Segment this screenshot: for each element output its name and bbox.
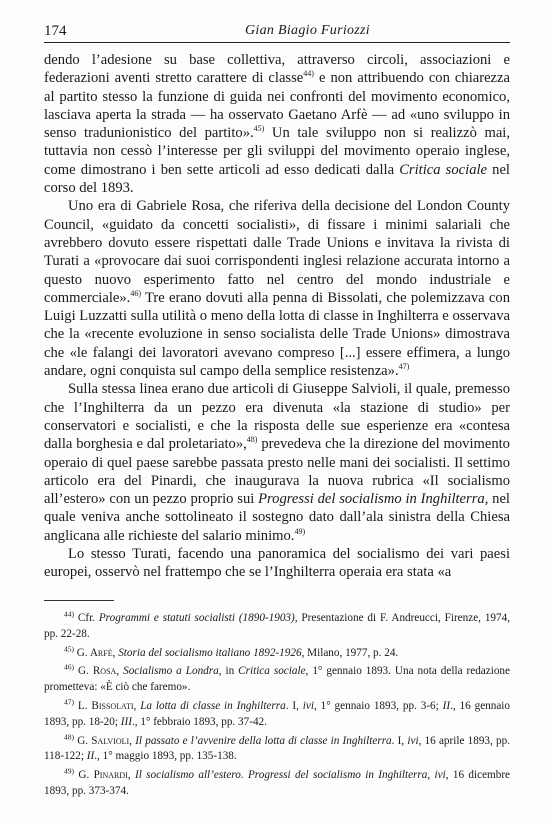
footnote: $^{46)}$ G. Rosa, Socialismo a Londra, in Critica sociale, 1° gennaio 1893. Una nota della redazione prometteva: «È ciò che faremo».: [44, 662, 510, 694]
paragraph: Sulla stessa linea erano due articoli di Giuseppe Salvioli, il quale, premesso che l’Inghilterra da un pezzo era divenuta «la stazione di studio» per conservatori e socialisti, e che la risposta delle sue esperienze era «contesa dalla borghesia e dal proletariato»,$^{48)}$ prevedeva che la direzione del movimento operaio di quel paese sarebbe passata presto nelle mani dei socialisti. Il settimo articolo era del Pinardi, che inaugurava la nuova rubrica «Il socialismo all’estero» con un pezzo proprio sui Progressi del socialismo in Inghilterra, nel quale veniva anche sottolineato il sostegno dato dall’ala sinistra della Chiesa anglicana alle richieste del salario minimo.$^{49)}$: [44, 381, 510, 544]
paragraph: Uno era di Gabriele Rosa, che riferiva della decisione del London County Council, «guidato da concetti socialisti», di fissare i minimi salariali che avrebbero dovuto essere rispettati dalle Trade Unions e invitava la rivista di Turati a «provocare dai suoi corrispondenti inglesi relazione accurata intorno a questo nuovo esperimento fatto nel centro del mondo industriale e commerciale».$^{46)}$ Tre erano dovuti alla penna di Bissolati, che polemizzava con Luigi Luzzatti sulla utilità o meno della lotta di classe in Inghilterra e osservava che la «recente evoluzione in senso socialista delle Trade Unions» dimostrava che «le falangi dei lavoratori avevano compreso [...] essere effimera, a lungo andare, ogni conquista sul campo della semplice resistenza».$^{47)}$: [44, 198, 510, 380]
page-number: 174: [44, 23, 67, 39]
footnote: $^{49)}$ G. Pinardi, Il socialismo all’estero. Progressi del socialismo in Inghilterra, ivi, 16 dicembre 1893, pp. 373-374.: [44, 766, 511, 797]
footnote-reference: 45): [253, 124, 265, 134]
paragraph: dendo l’adesione su base collettiva, attraverso circoli, associazioni e federazioni aventi stretto carattere di classe$^{44)}$ e non attribuendo con chiarezza al partito stesso la funzione di guida nei confronti del movimento economico, lasciava aperta la strada — ha osservato Gaetano Arfè — ad «uno sviluppo in senso tradunionistico del partito».$^{45)}$ Un tale sviluppo non si realizzò mai, tuttavia non cessò l’interesse per gli sviluppi del movimento operaio inglese, come dimostrano i ben sette articoli ad esso dedicati dalla Critica sociale nel corso del 1893.: [44, 52, 510, 197]
paragraph: Lo stesso Turati, facendo una panoramica del socialismo dei vari paesi europei, osservò nel frattempo che se l’Inghilterra operaia era stata «a: [44, 546, 510, 581]
footnote: $^{47)}$ L. Bissolati, La lotta di classe in Inghilterra. I, ivi, 1° gennaio 1893, pp. 3-6; II., 16 gennaio 1893, pp. 18-20; III., 1° febbraio 1893, pp. 37-42.: [44, 697, 511, 728]
running-head: Gian Biagio Furiozzi: [244, 23, 370, 38]
footnote: $^{45)}$ G. Arfè, Storia del socialismo italiano 1892-1926, Milano, 1977, p. 24.: [64, 643, 399, 659]
page-header: [44, 22, 510, 43]
footnote-separator: [44, 600, 114, 601]
footnote-reference: 48): [246, 435, 258, 445]
main-text: [44, 51, 510, 582]
footnotes: [44, 611, 510, 803]
footnote-reference: 49): [294, 526, 306, 536]
footnote-reference: 44): [303, 69, 314, 79]
footnote: $^{44)}$ Cfr. Programmi e statuti socialisti (1890-1903), Presentazione di F. Andreucci, Firenze, 1974, pp. 22-28.: [44, 609, 511, 640]
footnote-reference: 46): [130, 289, 141, 298]
footnote: $^{48)}$ G. Salvioli, Il passato e l’avvenire della lotta di classe in Inghilterra. I, ivi, 16 aprile 1893, pp. 118-122; II., 1° maggio 1893, pp. 135-138.: [44, 731, 510, 763]
footnote-reference: 47): [398, 362, 410, 372]
